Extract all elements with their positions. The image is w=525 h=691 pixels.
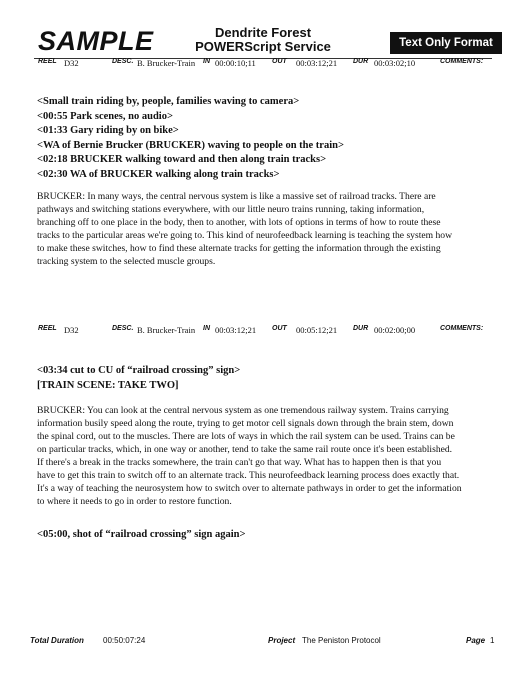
transcript-line: BRUCKER: In many ways, the central nervous system is like a massive set of railroad tracks. There are (37, 191, 436, 202)
shot-note: <03:34 cut to CU of “railroad crossing” sign> (37, 365, 241, 376)
shot-note: <02:18 BRUCKER walking toward and then along train tracks> (37, 154, 327, 165)
out-label: OUT (272, 58, 287, 65)
total-duration-label: Total Duration (30, 636, 84, 645)
in-label: IN (203, 58, 210, 65)
shot-note: <WA of Bernie Brucker (BRUCKER) waving to people on the train> (37, 139, 344, 151)
sample-watermark: SAMPLE (38, 26, 154, 56)
transcript-line: pathways and switching stations everywhere, with our little neuro trains running, taking information, (37, 204, 425, 215)
company-name (178, 26, 348, 54)
in-label: IN (203, 325, 210, 332)
transcript-paragraph-2 (37, 404, 499, 508)
shot-note: <00:55 Park scenes, no audio> (37, 110, 173, 122)
shot-note: <02:30 WA of BRUCKER walking along train tracks> (37, 168, 280, 180)
transcript-line: It's a way of teaching the neurosystem how to switch over to alternate pathways in order to get the information (37, 483, 462, 494)
shot-note: [TRAIN SCENE: TAKE TWO] (37, 379, 179, 391)
project-label: Project (268, 636, 296, 645)
transcript-line: to make these switches, how to find these alternate tracks for getting the information through the existing (37, 243, 441, 254)
desc-label: DESC. (112, 58, 134, 65)
reel-value: D32 (64, 325, 79, 335)
transcript-line: tracks to the particular areas we're going to. This kind of neurofeedback learning is teaching the system how (37, 230, 453, 241)
comments-label: COMMENTS: (440, 58, 484, 65)
transcript-line: to where it needs to go in order to restore function. (37, 496, 232, 507)
transcript-line: information busily speed along the route, trying to get motor cell signals down through the brain stem, down (37, 418, 454, 429)
total-duration-value: 00:50:07:24 (103, 636, 146, 645)
page-footer (0, 636, 525, 650)
reel-value: D32 (64, 58, 79, 68)
shot-notes-1 (37, 95, 497, 182)
shot-note: <Small train riding by, people, families waving to camera> (37, 96, 300, 107)
transcript-line: the spinal cord, out to the muscles. There are lots of ways in which the rail system can be used. Trains can be (37, 431, 455, 442)
dur-label: DUR (353, 325, 369, 332)
dur-label: DUR (353, 58, 369, 65)
comments-label: COMMENTS: (440, 325, 484, 332)
page-label: Page (466, 636, 486, 645)
transcript-line: BRUCKER: You can look at the central nervous system as one tremendous railway system. Trains carrying (37, 405, 449, 416)
reel-row-2 (0, 325, 525, 339)
page-number: 1 (490, 636, 495, 645)
transcript-line: have to get this train to switch off to an alternate track. This neurofeedback learning process does exactly that. (37, 470, 460, 481)
project-name: The Peniston Protocol (302, 636, 381, 645)
desc-label: DESC. (112, 325, 134, 332)
dur-value: 00:02:00;00 (374, 325, 416, 335)
desc-value: B. Brucker-Train (137, 58, 196, 68)
transcript-line: branching off to one place in the body, then to another, with lots of options in terms of how to route these (37, 217, 441, 228)
shot-notes-3 (37, 528, 497, 543)
shot-note: <05:00, shot of “railroad crossing” sign again> (37, 529, 246, 540)
out-value: 00:03:12;21 (296, 58, 338, 68)
transcript-paragraph-1 (37, 190, 499, 268)
reel-label: REEL (38, 58, 57, 65)
shot-notes-2 (37, 364, 497, 393)
reel-label: REEL (38, 325, 57, 332)
out-label: OUT (272, 325, 287, 332)
transcript-line: tracking system to the selected muscle groups. (37, 256, 216, 267)
in-value: 00:00:10;11 (215, 58, 256, 68)
desc-value: B. Brucker-Train (137, 325, 196, 335)
reel-row-1 (0, 58, 525, 72)
out-value: 00:05:12;21 (296, 325, 338, 335)
dur-value: 00:03:02;10 (374, 58, 416, 68)
company-line-2: POWERScript Service (195, 39, 331, 54)
company-line-1: Dendrite Forest (214, 25, 312, 40)
transcript-line: on particular tracks, which, in one way or another, tend to take the same rail route once it's been established. (37, 444, 453, 455)
shot-note: <01:33 Gary riding by on bike> (37, 125, 179, 136)
format-badge: Text Only Format (390, 32, 502, 54)
in-value: 00:03:12;21 (215, 325, 257, 335)
transcript-line: If there's a break in the tracks somewhere, the train can't go that way. What has to happen then is that you (37, 457, 442, 468)
